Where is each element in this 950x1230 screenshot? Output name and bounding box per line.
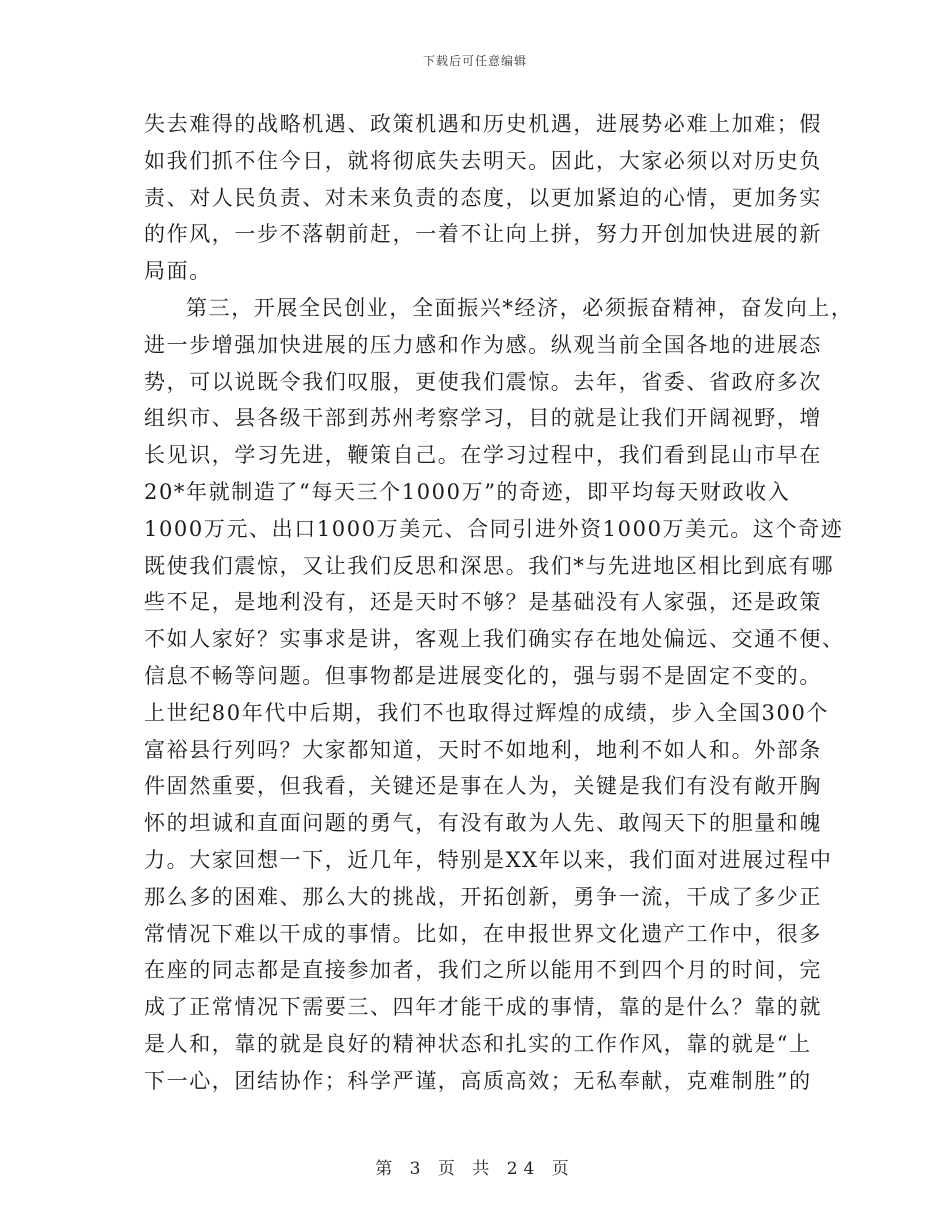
text-line: 富裕县行列吗？大家都知道，天时不如地利，地利不如人和。外部条 [144,737,822,762]
text-line: 如我们抓不住今日，就将彻底失去明天。因此，大家必须以对历史负 [144,148,822,173]
page-header: 下载后可任意编辑 [422,54,527,68]
text-line: 上世纪80年代中后期，我们不也取得过辉煌的成绩，步入全国300个 [144,700,830,725]
text-line: 第三，开展全民创业，全面振兴*经济，必须振奋精神，奋发向上， [186,295,854,320]
text-line: 些不足，是地利没有，还是天时不够？是基础没有人家强，还是政策 [144,590,822,615]
text-line: 下一心，团结协作；科学严谨，高质高效；无私奉献，克难制胜”的 [144,1068,812,1093]
text-line: 组织市、县各级干部到苏州考察学习，目的就是让我们开阔视野，增 [144,406,822,431]
text-line: 势，可以说既令我们叹服，更使我们震惊。去年，省委、省政府多次 [144,369,822,394]
text-line: 失去难得的战略机遇、政策机遇和历史机遇，进展势必难上加难；假 [144,112,822,136]
text-line: 长见识，学习先进，鞭策自己。在学习过程中，我们看到昆山市早在 [144,443,822,468]
text-line: 在座的同志都是直接参加者，我们之所以能用不到四个月的时间，完 [144,958,822,983]
document-body [144,106,854,1100]
text-line: 1000万元、出口1000万美元、合同引进外资1000万美元。这个奇迹 [144,516,844,541]
text-line: 20*年就制造了“每天三个1000万”的奇迹，即平均每天财政收入 [144,479,791,504]
text-line: 怀的坦诚和直面问题的勇气，有没有敢为人先、敢闯天下的胆量和魄 [144,811,822,836]
text-line: 信息不畅等问题。但事物都是进展变化的，强与弱不是固定不变的。 [144,663,822,688]
text-line: 的作风，一步不落朝前赶，一着不让向上拼，努力开创加快进展的新 [144,222,822,247]
text-line: 是人和，靠的就是良好的精神状态和扎实的工作作风，靠的就是“上 [144,1031,812,1056]
text-line: 力。大家回想一下，近几年，特别是XX年以来，我们面对进展过程中 [144,847,833,872]
page-number-footer: 第 3 页 共 24 页 [375,1159,575,1179]
text-line: 那么多的困难、那么大的挑战，开拓创新，勇争一流，干成了多少正 [144,884,822,909]
text-line: 既使我们震惊，又让我们反思和深思。我们*与先进地区相比到底有哪 [144,553,835,578]
text-line: 责、对人民负责、对未来负责的态度，以更加紧迫的心情，更加务实 [144,185,822,210]
text-line: 常情况下难以干成的事情。比如，在申报世界文化遗产工作中，很多 [144,921,822,946]
text-line: 进一步增强加快进展的压力感和作为感。纵观当前全国各地的进展态 [144,332,822,357]
text-line: 不如人家好？实事求是讲，客观上我们确实存在地处偏远、交通不便、 [144,627,845,652]
text-line: 件固然重要，但我看，关键还是事在人为，关键是我们有没有敞开胸 [144,774,822,799]
text-line: 局面。 [144,259,212,284]
text-line: 成了正常情况下需要三、四年才能干成的事情，靠的是什么？靠的就 [144,995,822,1020]
